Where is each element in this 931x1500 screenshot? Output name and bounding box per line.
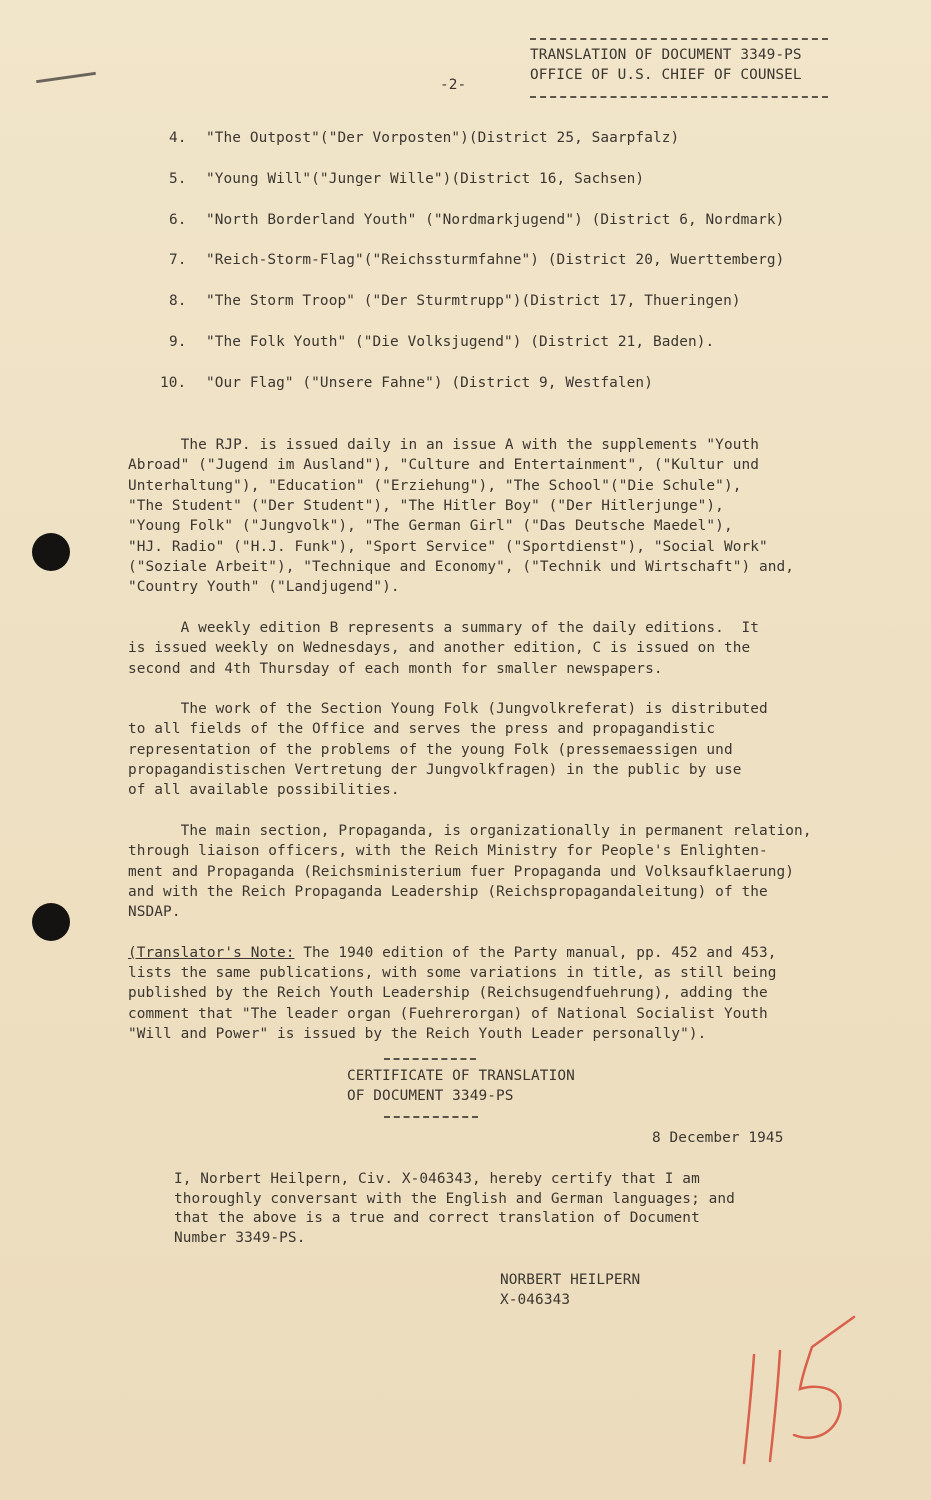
paragraph-line: representation of the problems of the young Folk (pressemaessigen und bbox=[128, 741, 733, 758]
translator-note-line: "Will and Power" is issued by the Reich Youth Leader personally"). bbox=[128, 1025, 707, 1042]
list-item-number: 9. bbox=[169, 334, 187, 350]
punch-hole-lower bbox=[32, 903, 70, 941]
paragraph-line: ("Soziale Arbeit"), "Technique and Economy", ("Technik und Wirtschaft") and, bbox=[128, 558, 795, 575]
paragraph-line: The RJP. is issued daily in an issue A with the supplements "Youth bbox=[128, 437, 759, 453]
translator-note-label: (Translator's Note: bbox=[128, 945, 295, 961]
handwritten-folio-number bbox=[740, 1315, 860, 1465]
list-item-number: 4. bbox=[169, 130, 187, 146]
paragraph-line: second and 4th Thursday of each month for smaller newspapers. bbox=[128, 660, 663, 677]
certificate-date: 8 December 1945 bbox=[652, 1130, 784, 1146]
translator-note-line: lists the same publications, with some variations in title, as still being bbox=[128, 965, 777, 981]
paragraph-line: ment and Propaganda (Reichsministerium fuer Propaganda und Volksaufklaerung) bbox=[128, 863, 795, 880]
certificate-body-line: thoroughly conversant with the English and German languages; and bbox=[174, 1190, 735, 1207]
paragraph-line: The work of the Section Young Folk (Jungvolkreferat) is distributed bbox=[128, 701, 768, 717]
certificate-title-2: OF DOCUMENT 3349-PS bbox=[347, 1088, 514, 1104]
certificate-rule-bottom bbox=[384, 1116, 478, 1118]
signature-name: NORBERT HEILPERN bbox=[500, 1272, 641, 1288]
signature-id: X-046343 bbox=[500, 1292, 571, 1308]
header-line-1: TRANSLATION OF DOCUMENT 3349-PS bbox=[530, 47, 802, 63]
list-item-text: "The Outpost"("Der Vorposten")(District 25, Saarpfalz) bbox=[206, 130, 680, 146]
paragraph-line: Unterhaltung"), "Education" ("Erziehung"), "The School"("Die Schule"), bbox=[128, 477, 742, 494]
certificate-rule-top bbox=[384, 1058, 476, 1060]
paragraph-line: of all available possibilities. bbox=[128, 782, 400, 799]
paragraph-line: to all fields of the Office and serves the press and propagandistic bbox=[128, 721, 716, 738]
header-rule-top bbox=[530, 38, 828, 40]
paragraph-line: "Country Youth" ("Landjugend"). bbox=[128, 579, 400, 596]
paragraph-line: A weekly edition B represents a summary of the daily editions. It bbox=[128, 620, 759, 636]
certificate-body-line: that the above is a true and correct translation of Document bbox=[174, 1210, 700, 1227]
paragraph-line: through liaison officers, with the Reich Ministry for People's Enlighten- bbox=[128, 843, 768, 860]
header-rule-bottom bbox=[530, 96, 828, 98]
list-item-number: 5. bbox=[169, 170, 187, 187]
certificate-body-line: I, Norbert Heilpern, Civ. X-046343, hereby certify that I am bbox=[174, 1171, 700, 1187]
paragraph-line: Abroad" ("Jugend im Ausland"), "Culture and Entertainment", ("Kultur und bbox=[128, 457, 759, 474]
list-item-number: 8. bbox=[169, 293, 187, 310]
list-item-text: "Reich-Storm-Flag"("Reichssturmfahne") (District 20, Wuerttemberg) bbox=[206, 252, 785, 269]
punch-hole-upper bbox=[32, 533, 70, 571]
paragraph-line: "The Student" ("Der Student"), "The Hitler Boy" ("Der Hitlerjunge"), bbox=[128, 497, 724, 514]
certificate-title-1: CERTIFICATE OF TRANSLATION bbox=[347, 1068, 575, 1084]
paragraph-line: and with the Reich Propaganda Leadership (Reichspropagandaleitung) of the bbox=[128, 883, 768, 900]
list-item-text: "The Storm Troop" ("Der Sturmtrupp")(District 17, Thueringen) bbox=[206, 293, 741, 310]
page-number: -2- bbox=[440, 77, 467, 93]
paragraph-line: "HJ. Radio" ("H.J. Funk"), "Sport Service" ("Sportdienst"), "Social Work" bbox=[128, 538, 768, 555]
paragraph-line: The main section, Propaganda, is organizationally in permanent relation, bbox=[128, 823, 812, 839]
list-item-text: "Young Will"("Junger Wille")(District 16, Sachsen) bbox=[206, 170, 645, 187]
header-line-2: OFFICE OF U.S. CHIEF OF COUNSEL bbox=[530, 67, 802, 83]
list-item-number: 10. bbox=[160, 374, 187, 391]
paragraph-line: propagandistischen Vertretung der Jungvolkfragen) in the public by use bbox=[128, 761, 742, 778]
list-item-text: "North Borderland Youth" ("Nordmarkjugend") (District 6, Nordmark) bbox=[206, 211, 785, 228]
translator-note-first-rest: The 1940 edition of the Party manual, pp. 452 and 453, bbox=[294, 945, 777, 961]
margin-scribble bbox=[36, 72, 96, 83]
list-item-text: "Our Flag" ("Unsere Fahne") (District 9, Westfalen) bbox=[206, 374, 653, 391]
list-item-number: 7. bbox=[169, 252, 187, 269]
paragraph-line: NSDAP. bbox=[128, 904, 181, 921]
translator-note-line: published by the Reich Youth Leadership (Reichsugendfuehrung), adding the bbox=[128, 985, 768, 1002]
list-item-number: 6. bbox=[169, 211, 187, 228]
paragraph-line: "Young Folk" ("Jungvolk"), "The German Girl" ("Das Deutsche Maedel"), bbox=[128, 518, 733, 535]
list-item-text: "The Folk Youth" ("Die Volksjugend") (District 21, Baden). bbox=[206, 334, 715, 350]
translator-note-line-1 bbox=[128, 943, 777, 963]
paragraph-line: is issued weekly on Wednesdays, and another edition, C is issued on the bbox=[128, 640, 751, 657]
certificate-body-line: Number 3349-PS. bbox=[174, 1229, 306, 1246]
translator-note-line: comment that "The leader organ (Fuehrerorgan) of National Socialist Youth bbox=[128, 1005, 768, 1022]
